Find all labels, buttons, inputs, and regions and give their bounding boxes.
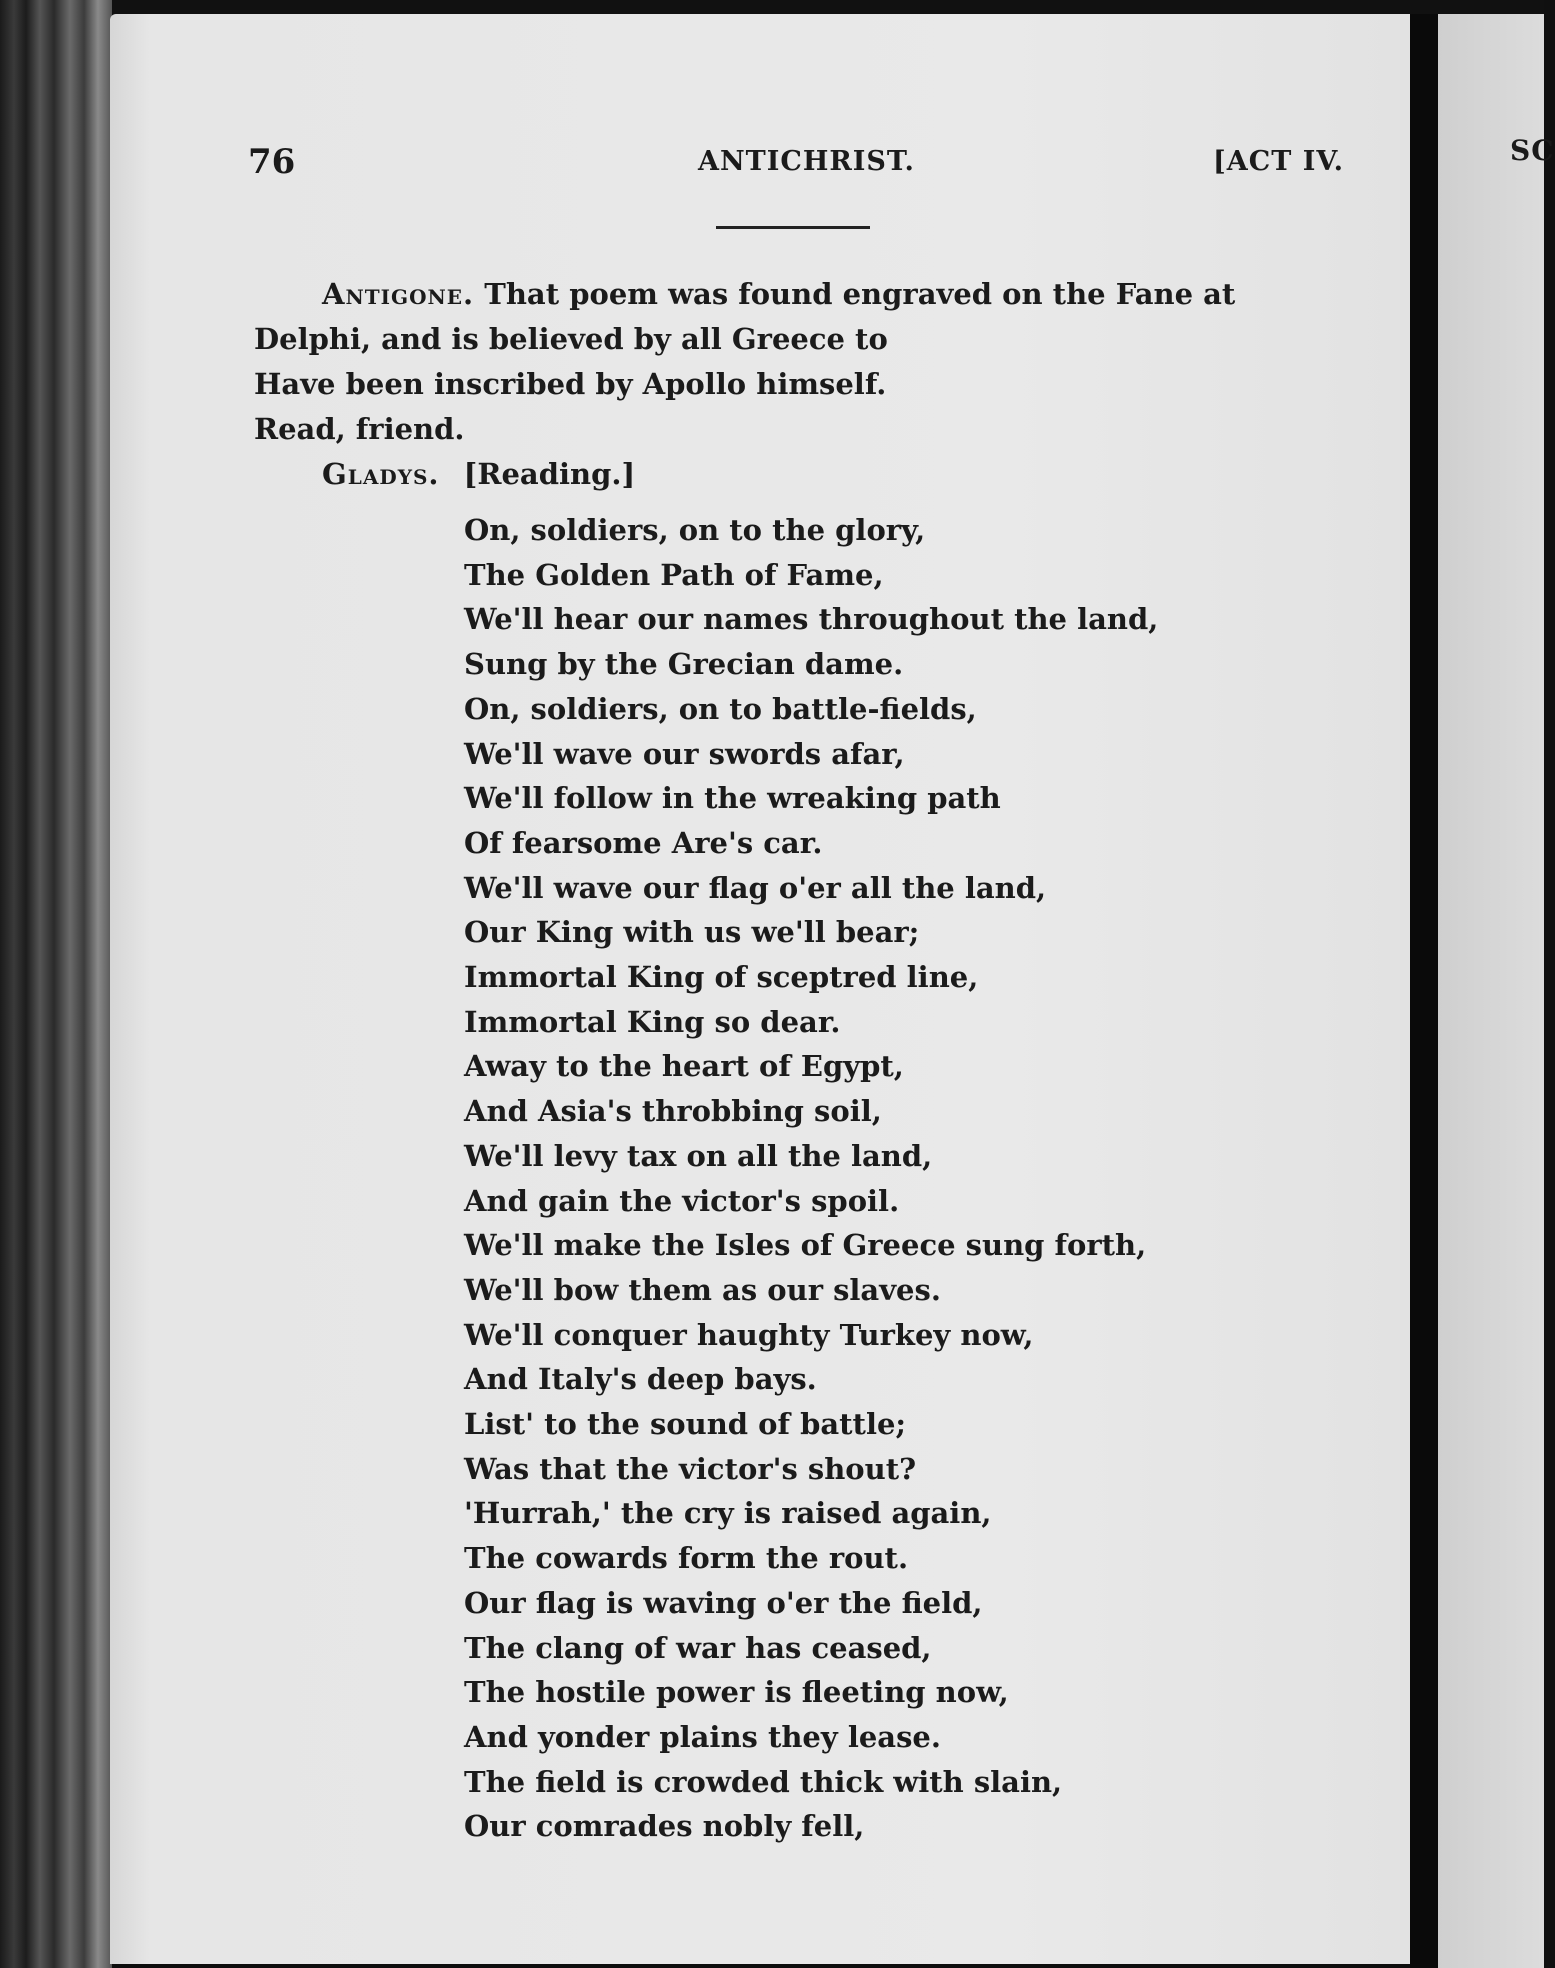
poem-line: We'll hear our names throughout the land, bbox=[464, 602, 1159, 637]
speaker-antigone: Antigone. bbox=[322, 277, 475, 311]
poem-line: Away to the heart of Egypt, bbox=[464, 1049, 904, 1084]
poem-line: On, soldiers, on to the glory, bbox=[464, 513, 926, 547]
poem-line: And Asia's throbbing soil, bbox=[464, 1094, 882, 1129]
poem-line: The clang of war has ceased, bbox=[464, 1630, 932, 1665]
running-head bbox=[248, 142, 1344, 182]
poem-line: And yonder plains they lease. bbox=[464, 1719, 941, 1754]
book-title: ANTICHRIST. bbox=[698, 146, 915, 177]
speech-text: That poem was found engraved on the Fane at bbox=[484, 277, 1236, 311]
poem-line: Sung by the Grecian dame. bbox=[464, 647, 904, 682]
poem-line: We'll conquer haughty Turkey now, bbox=[464, 1317, 1034, 1352]
poem-line: The Golden Path of Fame, bbox=[464, 557, 884, 592]
poem-line: Our flag is waving o'er the field, bbox=[464, 1585, 983, 1620]
poem-line: We'll wave our swords afar, bbox=[464, 736, 905, 771]
poem-line: We'll wave our flag o'er all the land, bbox=[464, 870, 1047, 905]
book-page-edges bbox=[0, 0, 112, 1968]
facing-page bbox=[1438, 14, 1544, 1968]
facing-page-header-fragment: SC bbox=[1510, 134, 1555, 167]
stage-direction: [Reading.] bbox=[463, 457, 636, 491]
speech-line-2: Delphi, and is believed by all Greece to bbox=[254, 322, 888, 356]
poem-line: We'll make the Isles of Greece sung forth, bbox=[464, 1228, 1147, 1263]
poem-line: The cowards form the rout. bbox=[464, 1541, 909, 1576]
poem-line: Was that the victor's shout? bbox=[464, 1451, 917, 1486]
poem-line: We'll follow in the wreaking path bbox=[464, 781, 1001, 816]
speaker-gladys: Gladys. bbox=[322, 457, 440, 491]
poem-line: Our King with us we'll bear; bbox=[464, 915, 920, 950]
poem-line: Our comrades nobly fell, bbox=[464, 1809, 865, 1844]
poem-line: Immortal King of sceptred line, bbox=[464, 960, 979, 995]
poem-line: We'll bow them as our slaves. bbox=[464, 1272, 941, 1307]
poem-line: List' to the sound of battle; bbox=[464, 1407, 907, 1442]
poem-line: On, soldiers, on to battle-fields, bbox=[464, 691, 977, 726]
speech-line-1 bbox=[254, 272, 1334, 317]
poem-line: The field is crowded thick with slain, bbox=[464, 1764, 1063, 1799]
dialogue-block bbox=[254, 272, 1334, 497]
speech-line-3: Have been inscribed by Apollo himself. bbox=[254, 367, 887, 401]
poem-line: The hostile power is fleeting now, bbox=[464, 1675, 1009, 1710]
book-gutter bbox=[1410, 14, 1438, 1968]
poem-line: And gain the victor's spoil. bbox=[464, 1183, 900, 1218]
page-number: 76 bbox=[248, 142, 296, 182]
poem-line: 'Hurrah,' the cry is raised again, bbox=[464, 1496, 992, 1531]
poem-line: Of fearsome Are's car. bbox=[464, 825, 823, 860]
poem-line: We'll levy tax on all the land, bbox=[464, 1138, 933, 1173]
poem-line: And Italy's deep bays. bbox=[464, 1362, 817, 1397]
reply-line bbox=[254, 452, 1334, 497]
act-label: [ACT IV. bbox=[1213, 146, 1344, 177]
speech-line-4: Read, friend. bbox=[254, 412, 465, 446]
poem bbox=[464, 508, 1158, 1849]
header-rule bbox=[716, 226, 870, 229]
poem-line: Immortal King so dear. bbox=[464, 1004, 841, 1039]
